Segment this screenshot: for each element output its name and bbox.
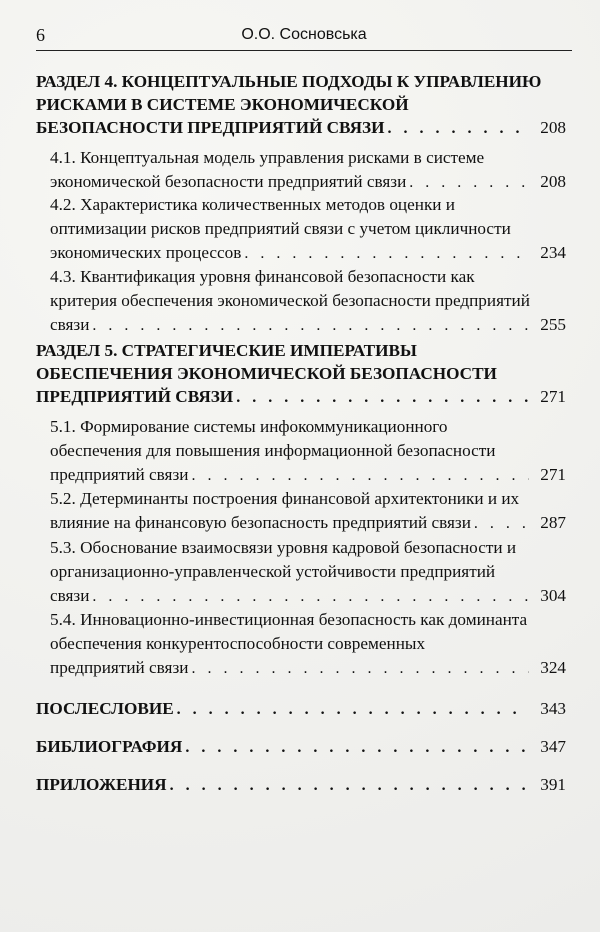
toc-subsection-4-1-line-1: 4.1. Концептуальная модель управления рисками в системе bbox=[50, 148, 485, 167]
page-ref: 324 bbox=[540, 658, 566, 677]
toc-subsection-4-1 bbox=[50, 146, 566, 194]
toc-bibliography bbox=[36, 735, 566, 761]
toc-section-4-line-3: БЕЗОПАСНОСТИ ПРЕДПРИЯТИЙ СВЯЗИ bbox=[36, 118, 385, 137]
toc-section-4-line-2: РИСКАМИ В СИСТЕМЕ ЭКОНОМИЧЕСКОЙ bbox=[36, 95, 409, 114]
dot-leader bbox=[474, 512, 529, 535]
toc-subsection-5-2-final-line bbox=[50, 511, 566, 535]
dot-leader bbox=[185, 736, 529, 759]
dot-leader bbox=[236, 386, 529, 409]
toc-subsection-5-1 bbox=[50, 415, 566, 487]
toc-section-5-line-2: ОБЕСПЕЧЕНИЯ ЭКОНОМИЧЕСКОЙ БЕЗОПАСНОСТИ bbox=[36, 364, 497, 383]
dot-leader bbox=[170, 774, 529, 797]
toc-subsection-4-3-line-3: связи bbox=[50, 315, 90, 334]
toc-subsection-4-1-line-2: экономической безопасности предприятий связи bbox=[50, 172, 407, 191]
page-ref: 287 bbox=[540, 513, 566, 532]
dot-leader bbox=[387, 117, 529, 140]
toc-subsection-5-4 bbox=[50, 608, 566, 680]
toc-subsection-5-1-line-1: 5.1. Формирование системы инфокоммуникационного bbox=[50, 417, 448, 436]
toc-section-5-line-1: РАЗДЕЛ 5. СТРАТЕГИЧЕСКИЕ ИМПЕРАТИВЫ bbox=[36, 341, 417, 360]
toc-appendices-line bbox=[36, 773, 566, 797]
toc-subsection-5-2-line-1: 5.2. Детерминанты построения финансовой архитектоники и их bbox=[50, 489, 520, 508]
toc-subsection-5-3-final-line bbox=[50, 584, 566, 608]
toc-subsection-4-3-final-line bbox=[50, 313, 566, 337]
toc-subsection-5-4-final-line bbox=[50, 656, 566, 680]
toc-subsection-4-2-line-2: оптимизации рисков предприятий связи с учетом цикличности bbox=[50, 219, 511, 238]
toc-afterword-title: ПОСЛЕСЛОВИЕ bbox=[36, 699, 174, 718]
page-ref: 304 bbox=[540, 586, 566, 605]
toc-subsection-5-3-line-2: организационно-управленческой устойчивости предприятий bbox=[50, 562, 496, 581]
toc-subsection-5-3 bbox=[50, 536, 566, 608]
toc-section-4-line-1: РАЗДЕЛ 4. КОНЦЕПТУАЛЬНЫЕ ПОДХОДЫ К УПРАВЛЕНИЮ bbox=[36, 72, 542, 91]
toc-subsection-4-2 bbox=[50, 193, 566, 265]
toc-subsection-5-3-line-1: 5.3. Обоснование взаимосвязи уровня кадровой безопасности и bbox=[50, 538, 517, 557]
toc-subsection-5-4-line-1: 5.4. Инновационно-инвестиционная безопасность как доминанта bbox=[50, 610, 528, 629]
toc-subsection-5-2-line-2: влияние на финансовую безопасность предприятий связи bbox=[50, 513, 471, 532]
toc-section-5-line-3: ПРЕДПРИЯТИЙ СВЯЗИ bbox=[36, 387, 234, 406]
toc-subsection-5-2 bbox=[50, 487, 566, 535]
page-ref: 255 bbox=[540, 315, 566, 334]
toc-section-5-final-line bbox=[36, 385, 566, 409]
page-ref: 271 bbox=[540, 465, 566, 484]
toc-subsection-5-4-line-2: обеспечения конкурентоспособности современных bbox=[50, 634, 426, 653]
dot-leader bbox=[92, 314, 529, 337]
page-ref: 208 bbox=[540, 118, 566, 137]
toc-subsection-5-1-line-3: предприятий связи bbox=[50, 465, 189, 484]
toc-afterword bbox=[36, 697, 566, 723]
toc-subsection-4-2-line-1: 4.2. Характеристика количественных методов оценки и bbox=[50, 195, 455, 214]
toc-subsection-4-3-line-2: критерия обеспечения экономической безопасности предприятий bbox=[50, 291, 530, 310]
toc-section-4 bbox=[36, 70, 566, 142]
toc-bibliography-title: БИБЛИОГРАФИЯ bbox=[36, 737, 183, 756]
toc-afterword-line bbox=[36, 697, 566, 721]
toc-section-5 bbox=[36, 339, 566, 411]
toc-subsection-5-3-line-3: связи bbox=[50, 586, 90, 605]
page-ref: 208 bbox=[540, 172, 566, 191]
toc-appendices-title: ПРИЛОЖЕНИЯ bbox=[36, 775, 167, 794]
running-title: О.О. Сосновська bbox=[241, 26, 367, 43]
toc-subsection-5-1-final-line bbox=[50, 463, 566, 487]
page-ref: 271 bbox=[540, 387, 566, 406]
page-ref: 347 bbox=[540, 737, 566, 756]
toc-section-4-final-line bbox=[36, 116, 566, 140]
toc-subsection-4-2-line-3: экономических процессов bbox=[50, 243, 242, 262]
dot-leader bbox=[409, 171, 529, 194]
dot-leader bbox=[177, 698, 529, 721]
dot-leader bbox=[92, 585, 529, 608]
toc-subsection-4-2-final-line bbox=[50, 241, 566, 265]
page-ref: 391 bbox=[540, 775, 566, 794]
dot-leader bbox=[191, 464, 529, 487]
toc-appendices bbox=[36, 773, 566, 799]
toc-subsection-4-3 bbox=[50, 265, 566, 337]
toc-subsection-4-3-line-1: 4.3. Квантификация уровня финансовой безопасности как bbox=[50, 267, 475, 286]
toc-subsection-5-1-line-2: обеспечения для повышения информационной безопасности bbox=[50, 441, 496, 460]
toc-subsection-5-4-line-3: предприятий связи bbox=[50, 658, 189, 677]
page-number: 6 bbox=[36, 25, 45, 45]
toc-subsection-4-1-final-line bbox=[50, 170, 566, 194]
dot-leader bbox=[244, 242, 529, 265]
dot-leader bbox=[191, 657, 529, 680]
page-ref: 234 bbox=[540, 243, 566, 262]
toc-bibliography-line bbox=[36, 735, 566, 759]
page-ref: 343 bbox=[540, 699, 566, 718]
